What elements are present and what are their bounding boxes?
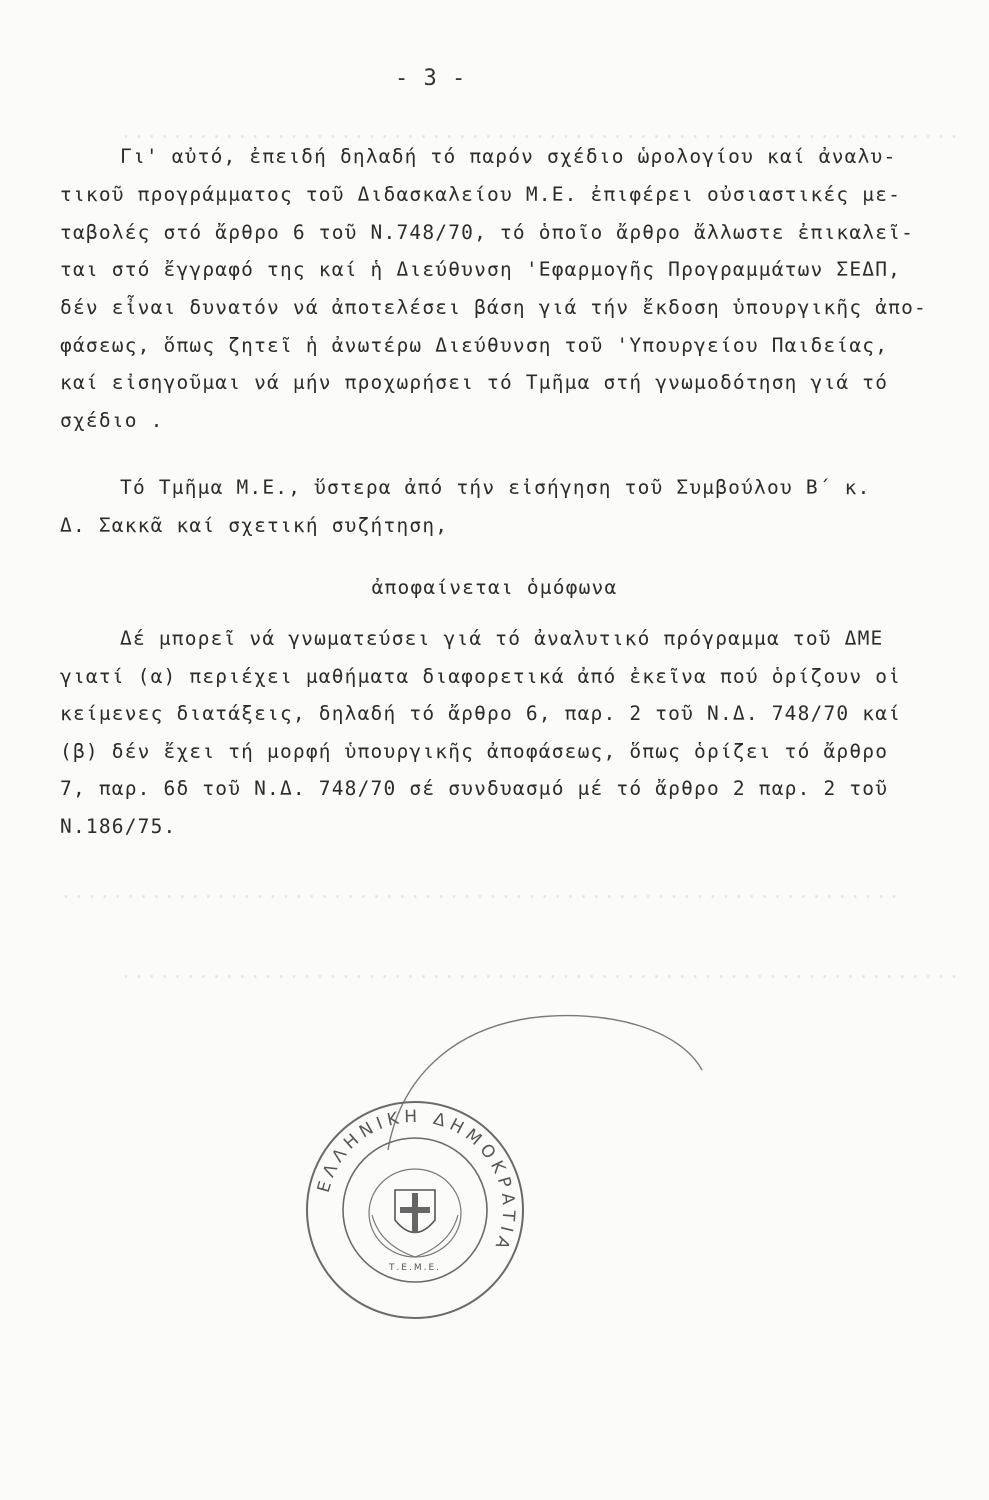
text-line: κείμενες διατάξεις, δηλαδή τό ἄρθρο 6, παρ. 2 τοῦ Ν.Δ. 748/70 καί <box>60 702 902 725</box>
svg-text:ΕΛΛΗΝΙΚΗ ΔΗΜΟΚΡΑΤΙΑ: ΕΛΛΗΝΙΚΗ ΔΗΜΟΚΡΑΤΙΑ <box>313 1106 519 1257</box>
text-line: Γι' αὐτό, ἐπειδή δηλαδή τό παρόν σχέδιο ὡρολογίου καί ἀναλυ- <box>120 145 897 168</box>
page-number: - 3 - <box>395 66 467 91</box>
decision-heading: ἀποφαίνεται ὁμόφωνα <box>371 576 618 599</box>
text-line: Τό Τμῆμα Μ.Ε., ὕστερα ἀπό τήν εἰσήγηση τοῦ Συμβούλου Β΄ κ. <box>120 476 871 499</box>
coat-of-arms-icon <box>369 1169 461 1257</box>
text-line: Δέ μπορεῖ νά γνωματεύσει γιά τό ἀναλυτικό πρόγραμμα τοῦ ΔΜΕ <box>120 627 884 650</box>
text-line: (β) δέν ἔχει τή μορφή ὑπουργικῆς ἀποφάσεως, ὅπως ὁρίζει τό ἄρθρο <box>60 740 889 763</box>
text-line: Ν.186/75. <box>60 815 177 838</box>
text-line: φάσεως, ὅπως ζητεῖ ἡ ἀνωτέρω Διεύθυνση τοῦ 'Υπουργείου Παιδείας, <box>60 334 889 357</box>
text-line: καί εἰσηγοῦμαι νά μήν προχωρήσει τό Τμῆμα στή γνωμοδότηση γιά τό <box>60 371 889 394</box>
text-line: Δ. Σακκᾶ καί σχετική συζήτηση, <box>60 514 449 537</box>
official-seal-stamp <box>300 1095 530 1325</box>
text-line: ταβολές στό ἄρθρο 6 τοῦ Ν.748/70, τό ὁποῖο ἄρθρο ἄλλωστε ἐπικαλεῖ- <box>60 221 915 244</box>
text-line: δέν εἶναι δυνατόν νά ἀποτελέσει βάση γιά τήν ἔκδοση ὑπουργικῆς ἀπο- <box>60 296 927 319</box>
stamp-inner-text: Τ.Ε.Μ.Ε. <box>388 1263 442 1273</box>
bleed-through-line: ................................................................. <box>60 880 902 903</box>
text-line: τικοῦ προγράμματος τοῦ Διδασκαλείου Μ.Ε. ἐπιφέρει οὐσιαστικές με- <box>60 183 902 206</box>
text-line: ται στό ἔγγραφό της καί ἡ Διεύθυνση 'Εφαρμογῆς Προγραμμάτων ΣΕΔΠ, <box>60 258 902 281</box>
bleed-through-line: ................................................................. <box>120 120 962 143</box>
text-line: γιατί (α) περιέχει μαθήματα διαφορετικά ἀπό ἐκεῖνα πού ὁρίζουν οἱ <box>60 665 902 688</box>
text-line: 7, παρ. 6δ τοῦ Ν.Δ. 748/70 σέ συνδυασμό μέ τό ἄρθρο 2 παρ. 2 τοῦ <box>60 777 889 800</box>
text-line: σχέδιο . <box>60 409 164 432</box>
bleed-through-line: ................................................................. <box>120 960 962 983</box>
